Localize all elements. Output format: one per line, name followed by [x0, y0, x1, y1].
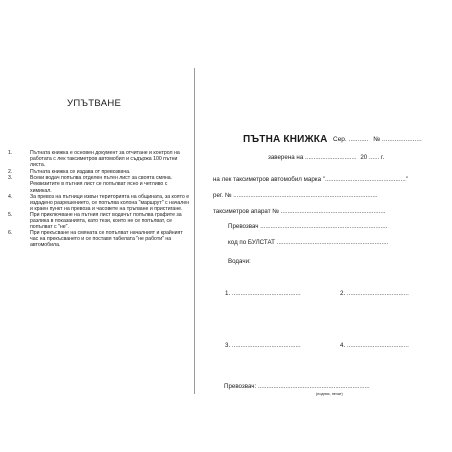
series-number-field: Сер. ........... № ...................... [333, 136, 422, 143]
registration-field: рег. № .................................................................................... [213, 192, 378, 199]
instruction-item: 3. Всеки водач попълва отделен пътен лист за своята смяна. [8, 175, 173, 182]
driver-4-field: 4. .................................... [340, 342, 409, 349]
bulstat-field: код по БУЛСТАТ ................................................................. [228, 239, 389, 246]
instruction-item: 5. При приключване на пътния лист водачът попълва графите за разлика в показанията, като тези, които не се попълват, се попълват с "не". [8, 211, 182, 231]
instruction-item: 6. При прекъсване на смяната се попълват началният и крайният час на прекъсването и се поставя табелата "не работи" на автомобила. [8, 230, 183, 249]
instruction-item: 4. За превоз на пътници извън територията на общината, за която е издадено разрешението, се попълва колона "маршрут" с начален и краен пункт на превоза и часовете на тръгване и пристигане. [8, 193, 190, 212]
carrier-field: Превозвач .......................................................................... [228, 223, 388, 230]
driver-2-field: 2. .................................... [340, 290, 409, 297]
driver-3-field: 3. ........................................ [225, 342, 301, 349]
instruction-item: 2. Пътната книжка се издава от превозвача. [8, 169, 131, 176]
certified-date-field: заверена на .............................. 20 ...... г. [268, 154, 385, 161]
driver-1-field: 1. ........................................ [225, 290, 301, 297]
carrier-signature-field: Превозвач: ................................................................. [224, 383, 370, 390]
instruction-note: Реквизитите в пътния лист се попълват ясно и четливо с химикал. [30, 181, 168, 194]
drivers-label: Водачи: [228, 258, 251, 265]
car-make-field: на лек таксиметров автомобил марка "..............................................." [213, 176, 408, 183]
booklet-title: ПЪТНА КНИЖКА [243, 134, 328, 145]
instruction-item: 1. Пътната книжка е основен документ за отчитане и контрол на работата с лек таксиметров автомобил и съдържа 100 пътни листа. [8, 150, 180, 169]
page-fold [194, 68, 195, 394]
taximeter-field: таксиметров апарат № ............................................................. [213, 208, 386, 215]
signature-caption: (подпис, печат) [316, 392, 343, 396]
instructions-title: УПЪТВАНЕ [67, 98, 122, 109]
instructions-list [8, 150, 190, 249]
